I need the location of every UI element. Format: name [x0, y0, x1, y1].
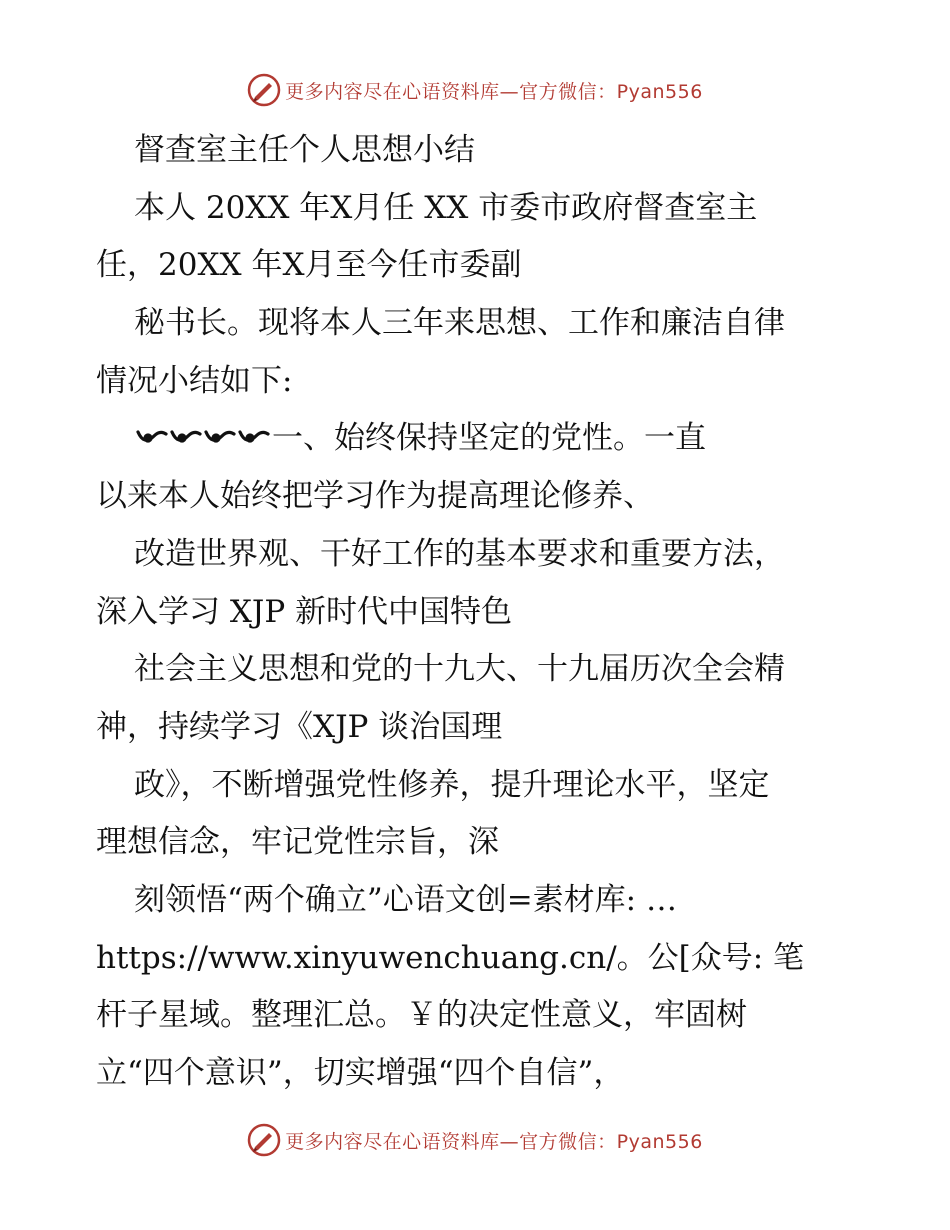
- footer-banner: [0, 1120, 950, 1160]
- paragraph-line: 刻领悟“两个确立”心语文创=素材库: …: [134, 881, 677, 918]
- paragraph-line: 情况小结如下:: [96, 362, 293, 399]
- paragraph-line: 任，20XX 年X月至今任市委副: [96, 247, 522, 284]
- pen-logo-icon: [247, 73, 281, 107]
- paragraph-line: 理想信念，牢记党性宗旨，深: [96, 824, 499, 861]
- paragraph-line: 立“四个意识”，切实增强“四个自信”，: [96, 1055, 625, 1091]
- decorative-swirl-icon: [134, 422, 270, 452]
- paragraph-line: 社会主义思想和党的十九大、十九届历次全会精: [134, 651, 785, 688]
- section-heading-text: 一、始终保持坚定的党性。一直: [272, 420, 706, 457]
- paragraph-line: 以来本人始终把学习作为提高理论修养、: [96, 478, 654, 515]
- document-body: [96, 122, 866, 1103]
- paragraph-line: https://www.xinyuwenchuang.cn/。公[众号: 笔: [96, 939, 805, 976]
- paragraph-line: 神，持续学习《XJP 谈治国理: [96, 708, 503, 745]
- paragraph-line: 政》，不断增强党性修养，提升理论水平，坚定: [134, 766, 770, 803]
- doc-title: 督查室主任个人思想小结: [134, 132, 475, 168]
- paragraph-line: 深入学习 XJP 新时代中国特色: [96, 593, 513, 630]
- pen-logo-icon: [247, 1123, 281, 1157]
- paragraph-line: [96, 410, 866, 468]
- footer-banner-text: 更多内容尽在心语资料库—官方微信：Pyan556: [285, 1130, 703, 1153]
- paragraph-line: 杆子星域。整理汇总。￥的决定性意义，牢固树: [96, 997, 747, 1034]
- header-banner-text: 更多内容尽在心语资料库—官方微信：Pyan556: [285, 80, 703, 103]
- paragraph-line: 改造世界观、干好工作的基本要求和重要方法，: [134, 535, 785, 572]
- header-banner: [0, 70, 950, 110]
- paragraph-line: 本人 20XX 年X月任 XX 市委市政府督查室主: [134, 189, 758, 226]
- paragraph-line: 秘书长。现将本人三年来思想、工作和廉洁自律: [134, 305, 785, 342]
